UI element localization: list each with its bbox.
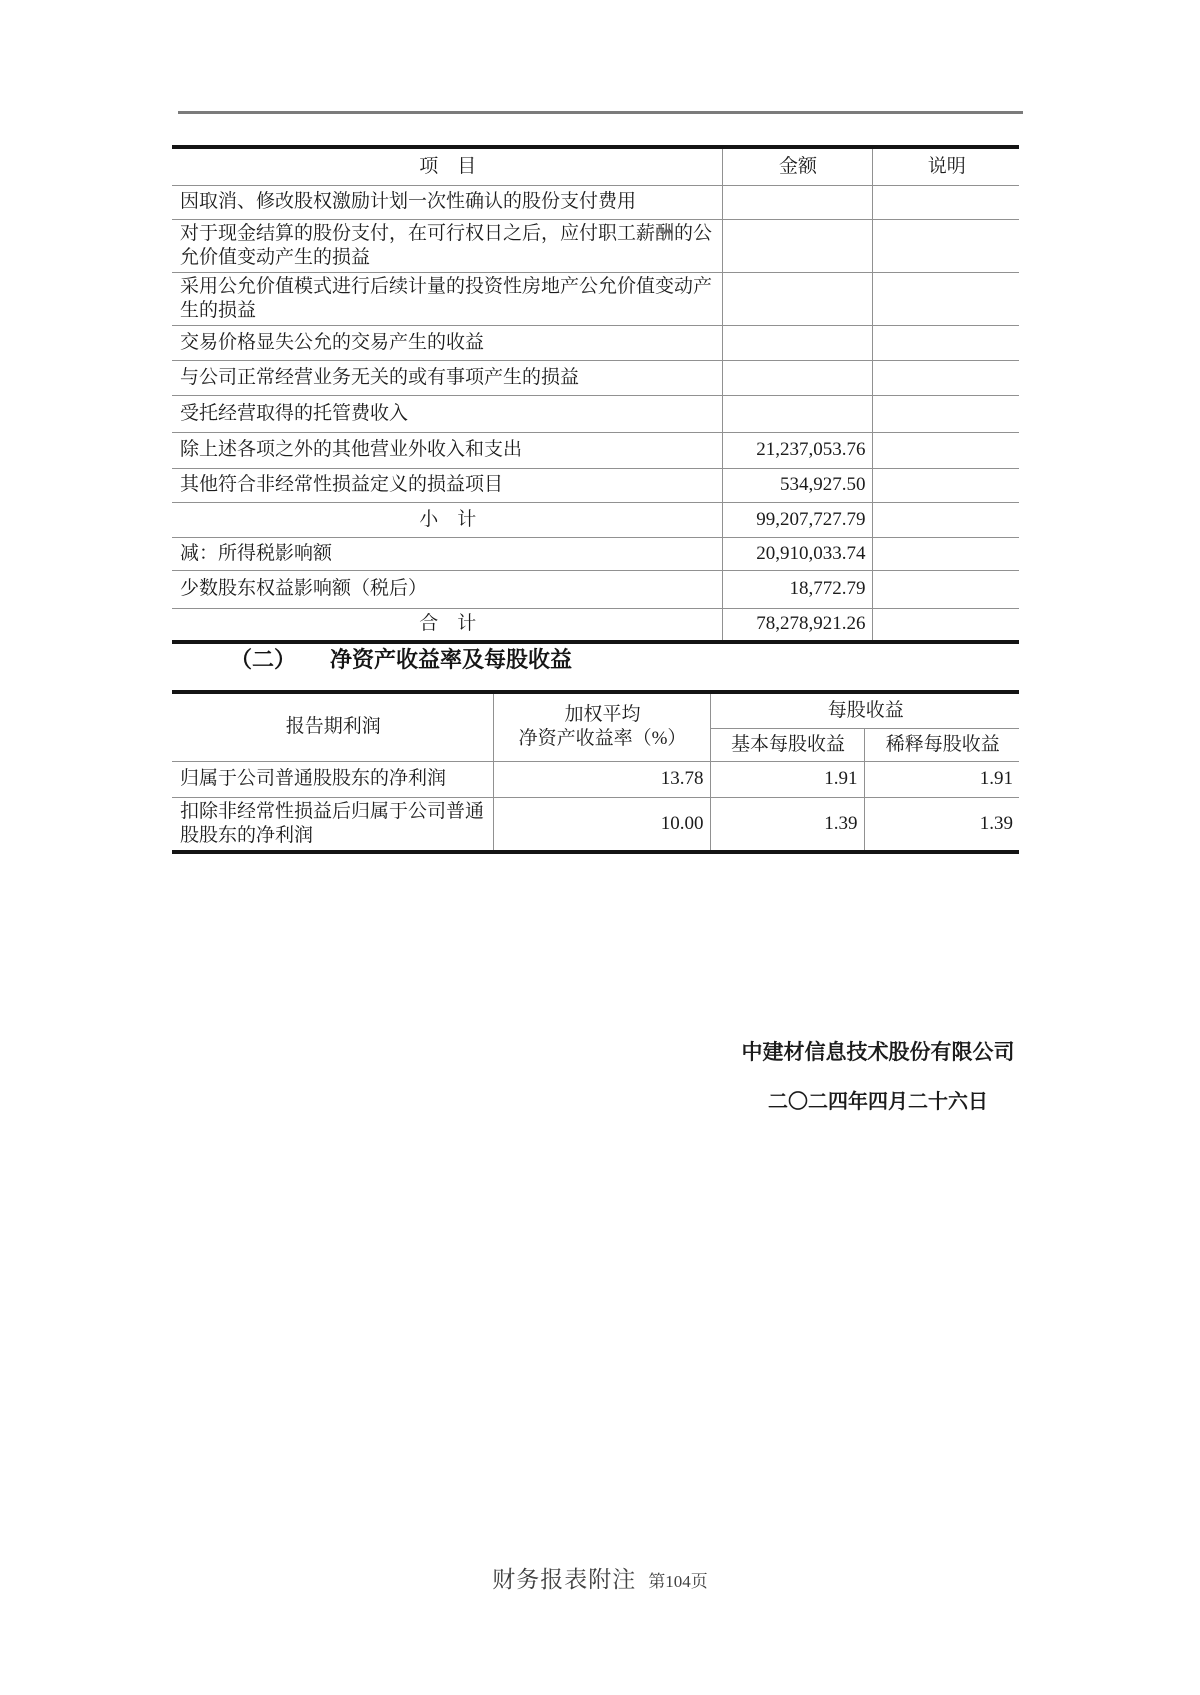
company-name: 中建材信息技术股份有限公司 [741, 1040, 1015, 1064]
note-cell [872, 502, 1019, 537]
table-header-row [172, 147, 1019, 185]
column-header-amount: 金额 [722, 147, 872, 185]
note-cell [872, 325, 1019, 360]
amount-cell [722, 360, 872, 395]
item-cell: 采用公允价值模式进行后续计量的投资性房地产公允价值变动产生的损益 [172, 272, 722, 325]
amount-cell [722, 325, 872, 360]
amount-cell: 18,772.79 [722, 570, 872, 608]
non-recurring-items-table [172, 145, 1019, 644]
item-cell: 与公司正常经营业务无关的或有事项产生的损益 [172, 360, 722, 395]
column-header-item: 项 目 [172, 147, 722, 185]
table-row [172, 272, 1019, 325]
note-cell [872, 272, 1019, 325]
roe-header-line1: 加权平均 [564, 704, 641, 726]
table-header-row [172, 692, 1019, 728]
eps-diluted-cell: 1.39 [979, 812, 1014, 834]
section-heading [230, 643, 572, 674]
section-title: 净资产收益率及每股收益 [330, 647, 573, 672]
item-cell: 除上述各项之外的其他营业外收入和支出 [172, 432, 722, 468]
signoff-date: 二〇二四年四月二十六日 [768, 1091, 988, 1113]
item-cell: 少数股东权益影响额（税后） [172, 570, 722, 608]
item-cell: 扣除非经常性损益后归属于公司普通股股东的净利润 [172, 797, 493, 852]
column-header-eps-group: 每股收益 [710, 692, 1019, 728]
roe-eps-table [172, 690, 1019, 854]
table-row [172, 537, 1019, 570]
note-cell [872, 219, 1019, 272]
item-cell: 因取消、修改股权激励计划一次性确认的股份支付费用 [172, 185, 722, 219]
note-cell [872, 360, 1019, 395]
table-row [172, 570, 1019, 608]
note-cell [872, 468, 1019, 502]
amount-cell [722, 185, 872, 219]
item-cell: 受托经营取得的托管费收入 [172, 395, 722, 432]
item-cell: 合 计 [172, 608, 722, 642]
section-index: （二） [230, 647, 297, 672]
subtotal-row [172, 502, 1019, 537]
column-header-eps-diluted: 稀释每股收益 [864, 728, 1019, 761]
eps-basic-cell: 1.91 [710, 761, 864, 797]
table-row [172, 761, 1019, 797]
footer-page-number: 第104页 [648, 1572, 708, 1591]
column-header-note: 说明 [872, 147, 1019, 185]
amount-cell [722, 272, 872, 325]
table-row [172, 360, 1019, 395]
note-cell [872, 608, 1019, 642]
table-row [172, 325, 1019, 360]
amount-cell: 21,237,053.76 [722, 432, 872, 468]
amount-cell: 20,910,033.74 [722, 537, 872, 570]
table-row [172, 468, 1019, 502]
eps-basic-cell: 1.39 [710, 797, 864, 852]
table-row [172, 797, 1019, 852]
note-cell [872, 395, 1019, 432]
table-row [172, 219, 1019, 272]
note-cell [872, 185, 1019, 219]
amount-cell: 534,927.50 [722, 468, 872, 502]
roe-cell: 10.00 [493, 797, 710, 852]
note-cell [872, 570, 1019, 608]
page-header-rule [178, 111, 1023, 114]
column-header-eps-basic: 基本每股收益 [710, 728, 864, 761]
item-cell: 其他符合非经常性损益定义的损益项目 [172, 468, 722, 502]
item-cell: 交易价格显失公允的交易产生的收益 [172, 325, 722, 360]
roe-cell: 13.78 [493, 761, 710, 797]
footer-title: 财务报表附注 [492, 1567, 637, 1592]
signoff-block [678, 1036, 1078, 1114]
page-footer [0, 1561, 1200, 1594]
amount-cell: 99,207,727.79 [722, 502, 872, 537]
table-row [172, 395, 1019, 432]
table-row [172, 432, 1019, 468]
note-cell [872, 432, 1019, 468]
item-cell: 归属于公司普通股股东的净利润 [172, 761, 493, 797]
item-cell: 减：所得税影响额 [172, 537, 722, 570]
column-header-profit: 报告期利润 [172, 692, 493, 761]
note-cell [872, 537, 1019, 570]
amount-cell [722, 395, 872, 432]
roe-header-line2: 净资产收益率（%） [518, 728, 687, 750]
total-row [172, 608, 1019, 642]
item-cell: 小 计 [172, 502, 722, 537]
table-row [172, 185, 1019, 219]
column-header-roe [493, 692, 710, 761]
amount-cell [722, 219, 872, 272]
item-cell: 对于现金结算的股份支付，在可行权日之后，应付职工薪酬的公允价值变动产生的损益 [172, 219, 722, 272]
eps-diluted-cell: 1.91 [864, 761, 1019, 797]
amount-cell: 78,278,921.26 [722, 608, 872, 642]
